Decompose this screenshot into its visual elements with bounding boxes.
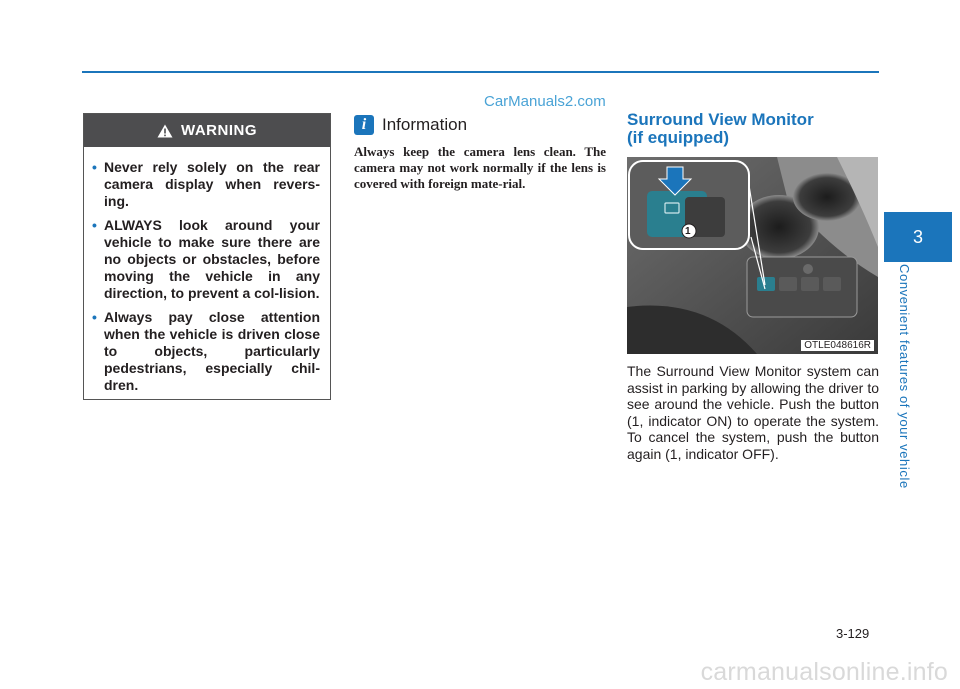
warning-item-text: Always pay close attention when the vehicle is driven close to objects, particularly pedestrians, especially chil-dren. xyxy=(104,309,320,393)
warning-header xyxy=(84,114,330,147)
bullet-icon: • xyxy=(92,309,97,325)
information-section xyxy=(354,115,606,192)
svm-title-line2: (if equipped) xyxy=(627,128,729,147)
console-photo xyxy=(627,157,878,354)
watermark-footer: carmanualsonline.info xyxy=(700,658,948,686)
info-icon: i xyxy=(354,115,374,135)
image-code: OTLE048616R xyxy=(801,340,874,351)
console-illustration xyxy=(627,157,878,354)
svm-title-line1: Surround View Monitor xyxy=(627,110,814,129)
chapter-label-text: Convenient features of your vehicle xyxy=(897,264,912,489)
warning-title: WARNING xyxy=(181,122,257,139)
bullet-icon: • xyxy=(92,217,97,233)
information-header xyxy=(354,115,606,135)
svm-heading xyxy=(627,111,879,147)
bullet-icon: • xyxy=(92,159,97,175)
chapter-label xyxy=(897,264,921,494)
callout-number: 1 xyxy=(685,226,691,237)
warning-triangle-icon xyxy=(157,124,173,138)
warning-list xyxy=(84,147,330,394)
warning-item-text: ALWAYS look around your vehicle to make sure there are no objects or obstacles, before moving the vehicle in any direction, to prevent a col-lision. xyxy=(104,217,320,301)
page-number: 3-129 xyxy=(836,626,870,641)
warning-item-text: Never rely solely on the rear camera display when revers-ing. xyxy=(104,159,320,209)
warning-item xyxy=(92,309,320,394)
warning-item xyxy=(92,159,320,210)
svm-description: The Surround View Monitor system can assist in parking by allowing the driver to see around the vehicle. Push the button (1, indicator ON) to operate the system. To cancel the system, push the button again (1, indicator OFF). xyxy=(627,363,879,462)
warning-box xyxy=(83,113,331,400)
chapter-number-tab: 3 xyxy=(884,212,952,262)
warning-item xyxy=(92,217,320,302)
information-body: Always keep the camera lens clean. The camera may not work normally if the lens is covered with foreign mate-rial. xyxy=(354,144,606,191)
top-rule xyxy=(82,71,879,73)
watermark-link[interactable]: CarManuals2.com xyxy=(484,93,606,110)
information-title: Information xyxy=(382,115,468,134)
